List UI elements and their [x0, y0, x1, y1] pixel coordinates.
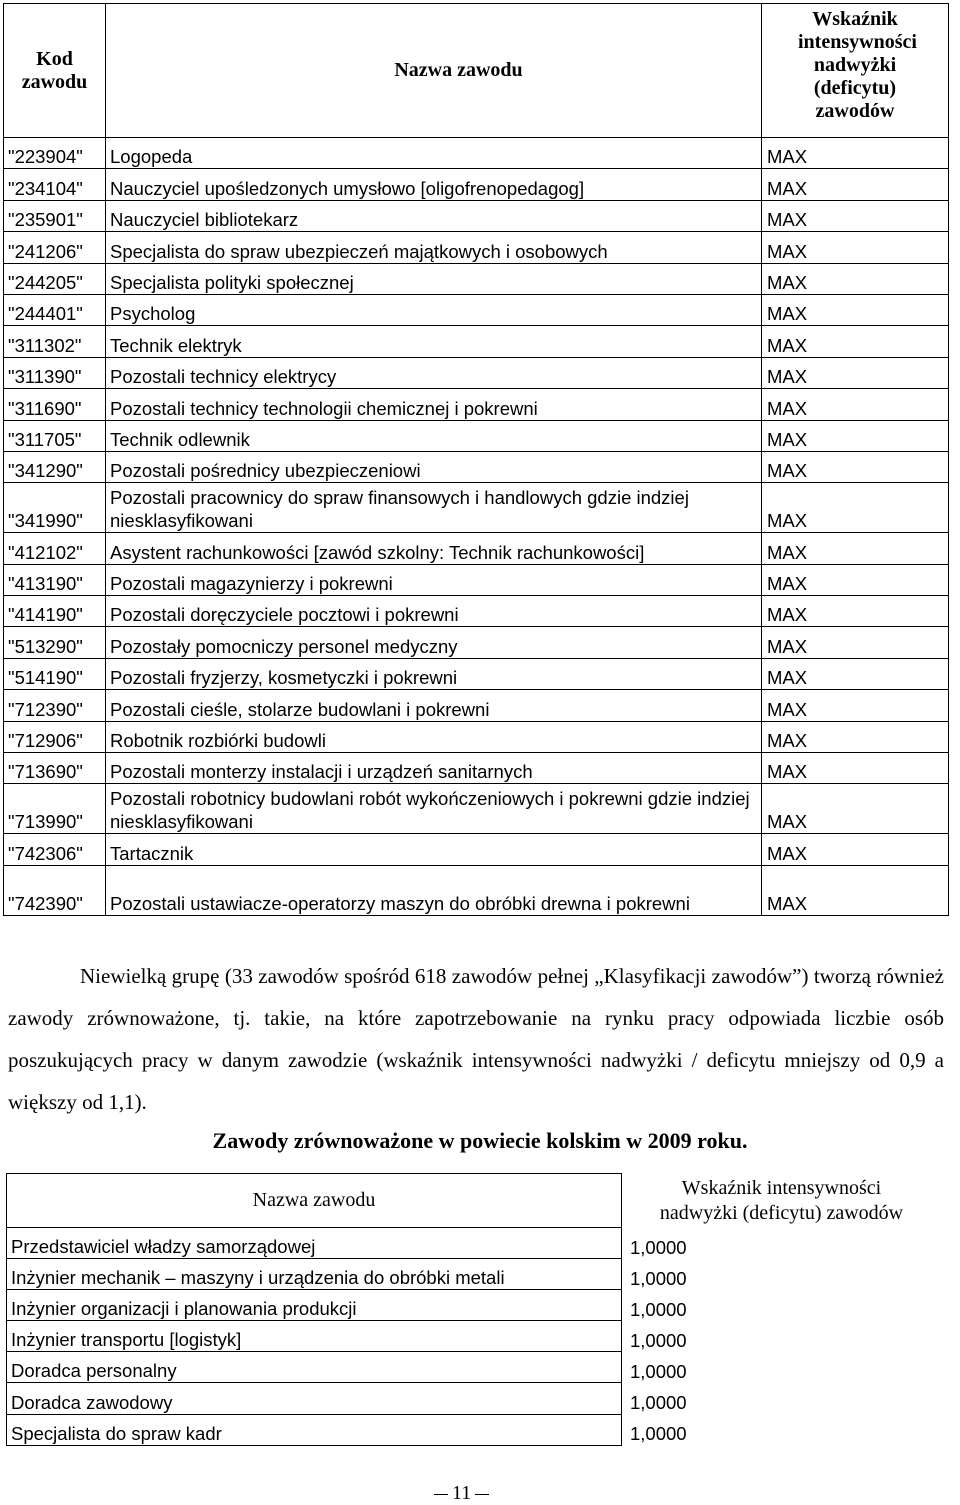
table-row — [7, 1383, 942, 1414]
occupation-code: "712390" — [4, 690, 106, 721]
occupation-name: Logopeda — [106, 138, 762, 169]
occupation-code: "311390" — [4, 357, 106, 388]
table-row — [4, 420, 949, 451]
indicator-value: MAX — [762, 138, 949, 169]
header-name: Nazwa zawodu — [7, 1174, 622, 1228]
occupation-code: "244205" — [4, 263, 106, 294]
occupation-name: Pozostali magazynierzy i pokrewni — [106, 564, 762, 595]
indicator-value: MAX — [762, 533, 949, 564]
occupation-code: "341290" — [4, 451, 106, 482]
occupation-code: "713990" — [4, 784, 106, 834]
occupation-code: "311705" — [4, 420, 106, 451]
occupation-name: Inżynier transportu [logistyk] — [7, 1321, 622, 1352]
indicator-value: MAX — [762, 232, 949, 263]
occupation-name: Doradca zawodowy — [7, 1383, 622, 1414]
occupation-name: Pozostali pracownicy do spraw finansowych i handlowych gdzie indziej niesklasyfikowani — [106, 483, 762, 533]
table-row — [4, 784, 949, 834]
indicator-value: 1,0000 — [630, 1267, 687, 1289]
occupation-name: Pozostali robotnicy budowlani robót wykończeniowych i pokrewni gdzie indziej niesklasyfikowani — [106, 784, 762, 834]
occupation-code: "244401" — [4, 294, 106, 325]
table-row — [4, 865, 949, 915]
balanced-occupations-body — [7, 1228, 942, 1446]
occupation-code: "414190" — [4, 596, 106, 627]
page-number-text: 11 — [452, 1482, 472, 1504]
table-row — [4, 451, 949, 482]
occupation-code: "413190" — [4, 564, 106, 595]
occupations-max-table — [3, 3, 949, 916]
indicator-value: MAX — [762, 865, 949, 915]
table-row — [7, 1321, 942, 1352]
occupation-name: Robotnik rozbiórki budowli — [106, 721, 762, 752]
header-indicator: Wskaźnik intensywności nadwyżki (deficytu) zawodów — [762, 4, 949, 138]
table-row — [4, 232, 949, 263]
occupation-name: Pozostali technicy technologii chemicznej i pokrewni — [106, 389, 762, 420]
occupation-code: "742306" — [4, 834, 106, 865]
indicator-value: MAX — [762, 658, 949, 689]
table-row — [4, 753, 949, 784]
occupation-name: Pozostali fryzjerzy, kosmetyczki i pokrewni — [106, 658, 762, 689]
header-indicator-line2: nadwyżki (deficytu) zawodów — [659, 1201, 904, 1224]
table-row — [4, 357, 949, 388]
indicator-value: MAX — [762, 690, 949, 721]
occupation-code: "234104" — [4, 169, 106, 200]
occupation-code: "241206" — [4, 232, 106, 263]
indicator-value: 1,0000 — [630, 1329, 687, 1351]
indicator-value: MAX — [762, 834, 949, 865]
indicator-value: MAX — [762, 627, 949, 658]
occupation-name: Pozostali ustawiacze-operatorzy maszyn do obróbki drewna i pokrewni — [106, 865, 762, 915]
occupation-code: "713690" — [4, 753, 106, 784]
occupation-name: Pozostały pomocniczy personel medyczny — [106, 627, 762, 658]
table-row — [7, 1290, 942, 1321]
indicator-value: MAX — [762, 451, 949, 482]
indicator-value: 1,0000 — [630, 1236, 687, 1258]
indicator-value: MAX — [762, 721, 949, 752]
indicator-value: 1,0000 — [630, 1423, 687, 1445]
occupation-code: "341990" — [4, 483, 106, 533]
table-row — [4, 169, 949, 200]
occupation-code: "514190" — [4, 658, 106, 689]
table-row — [4, 564, 949, 595]
header-code: Kod zawodu — [4, 4, 106, 138]
indicator-value: MAX — [762, 169, 949, 200]
occupation-code: "513290" — [4, 627, 106, 658]
table-row — [4, 326, 949, 357]
table-row — [4, 658, 949, 689]
indicator-value: MAX — [762, 596, 949, 627]
table-row — [4, 263, 949, 294]
occupation-code: "712906" — [4, 721, 106, 752]
occupation-name: Pozostali monterzy instalacji i urządzeń sanitarnych — [106, 753, 762, 784]
table-row — [7, 1414, 942, 1445]
table-row — [4, 138, 949, 169]
occupation-code: "235901" — [4, 200, 106, 231]
occupation-name: Pozostali pośrednicy ubezpieczeniowi — [106, 451, 762, 482]
occupation-name: Pozostali cieśle, stolarze budowlani i pokrewni — [106, 690, 762, 721]
occupation-name: Doradca personalny — [7, 1352, 622, 1383]
table-row — [4, 294, 949, 325]
occupation-name: Specjalista do spraw ubezpieczeń majątkowych i osobowych — [106, 232, 762, 263]
paragraph-text: Niewielką grupę (33 zawodów spośród 618 zawodów pełnej „Klasyfikacji zawodów”) tworzą również zawody zrównoważone, tj. takie, na które zapotrzebowanie na rynku pracy odpowiada liczbie osób poszukujących pracy w danym zawodzie (wskaźnik intensywności nadwyżki / deficytu mniejszy od 0,9 a większy od 1,1). — [8, 964, 944, 1114]
occupation-code: "311302" — [4, 326, 106, 357]
occupation-name: Nauczyciel upośledzonych umysłowo [oligofrenopedagog] — [106, 169, 762, 200]
table-row — [7, 1352, 942, 1383]
occupation-name: Specjalista do spraw kadr — [7, 1414, 622, 1445]
indicator-value: MAX — [762, 483, 949, 533]
table-row — [4, 200, 949, 231]
occupation-name: Technik elektryk — [106, 326, 762, 357]
indicator-value: MAX — [762, 420, 949, 451]
indicator-value: MAX — [762, 200, 949, 231]
occupation-name: Asystent rachunkowości [zawód szkolny: Technik rachunkowości] — [106, 533, 762, 564]
table-row — [4, 483, 949, 533]
occupation-code: "223904" — [4, 138, 106, 169]
indicator-value: MAX — [762, 784, 949, 834]
balanced-occupations-title: Zawody zrównoważone w powiecie kolskim w 2009 roku. — [212, 1128, 748, 1153]
occupation-name: Technik odlewnik — [106, 420, 762, 451]
occupation-name: Inżynier mechanik – maszyny i urządzenia do obróbki metali — [7, 1259, 622, 1290]
header-indicator — [622, 1174, 942, 1228]
occupation-name: Psycholog — [106, 294, 762, 325]
indicator-value: MAX — [762, 753, 949, 784]
indicator-value: MAX — [762, 294, 949, 325]
occupation-name: Nauczyciel bibliotekarz — [106, 200, 762, 231]
table-row — [4, 389, 949, 420]
occupation-name: Przedstawiciel władzy samorządowej — [7, 1228, 622, 1259]
indicator-value: 1,0000 — [630, 1392, 687, 1414]
balanced-occupations-table — [6, 1173, 942, 1446]
table-row — [4, 533, 949, 564]
occupation-name: Tartacznik — [106, 834, 762, 865]
table-row — [7, 1228, 942, 1259]
indicator-value: 1,0000 — [630, 1360, 687, 1382]
occupation-code: "742390" — [4, 865, 106, 915]
occupation-code: "311690" — [4, 389, 106, 420]
header-name: Nazwa zawodu — [106, 4, 762, 138]
body-paragraph — [8, 955, 944, 1123]
header-indicator-line1: Wskaźnik intensywności — [681, 1176, 882, 1199]
indicator-value: MAX — [762, 263, 949, 294]
table-row — [4, 627, 949, 658]
table-row — [4, 596, 949, 627]
occupations-max-body — [4, 138, 949, 916]
indicator-value: MAX — [762, 326, 949, 357]
table-row — [4, 721, 949, 752]
occupation-name: Specjalista polityki społecznej — [106, 263, 762, 294]
occupation-name: Inżynier organizacji i planowania produkcji — [7, 1290, 622, 1321]
table-row — [7, 1259, 942, 1290]
indicator-value: MAX — [762, 357, 949, 388]
table-row — [4, 834, 949, 865]
occupation-code: "412102" — [4, 533, 106, 564]
indicator-value: 1,0000 — [630, 1298, 687, 1320]
indicator-value: MAX — [762, 389, 949, 420]
occupation-name: Pozostali technicy elektrycy — [106, 357, 762, 388]
page-number — [430, 1482, 493, 1505]
table-row — [4, 690, 949, 721]
indicator-value: MAX — [762, 564, 949, 595]
occupation-name: Pozostali doręczyciele pocztowi i pokrewni — [106, 596, 762, 627]
